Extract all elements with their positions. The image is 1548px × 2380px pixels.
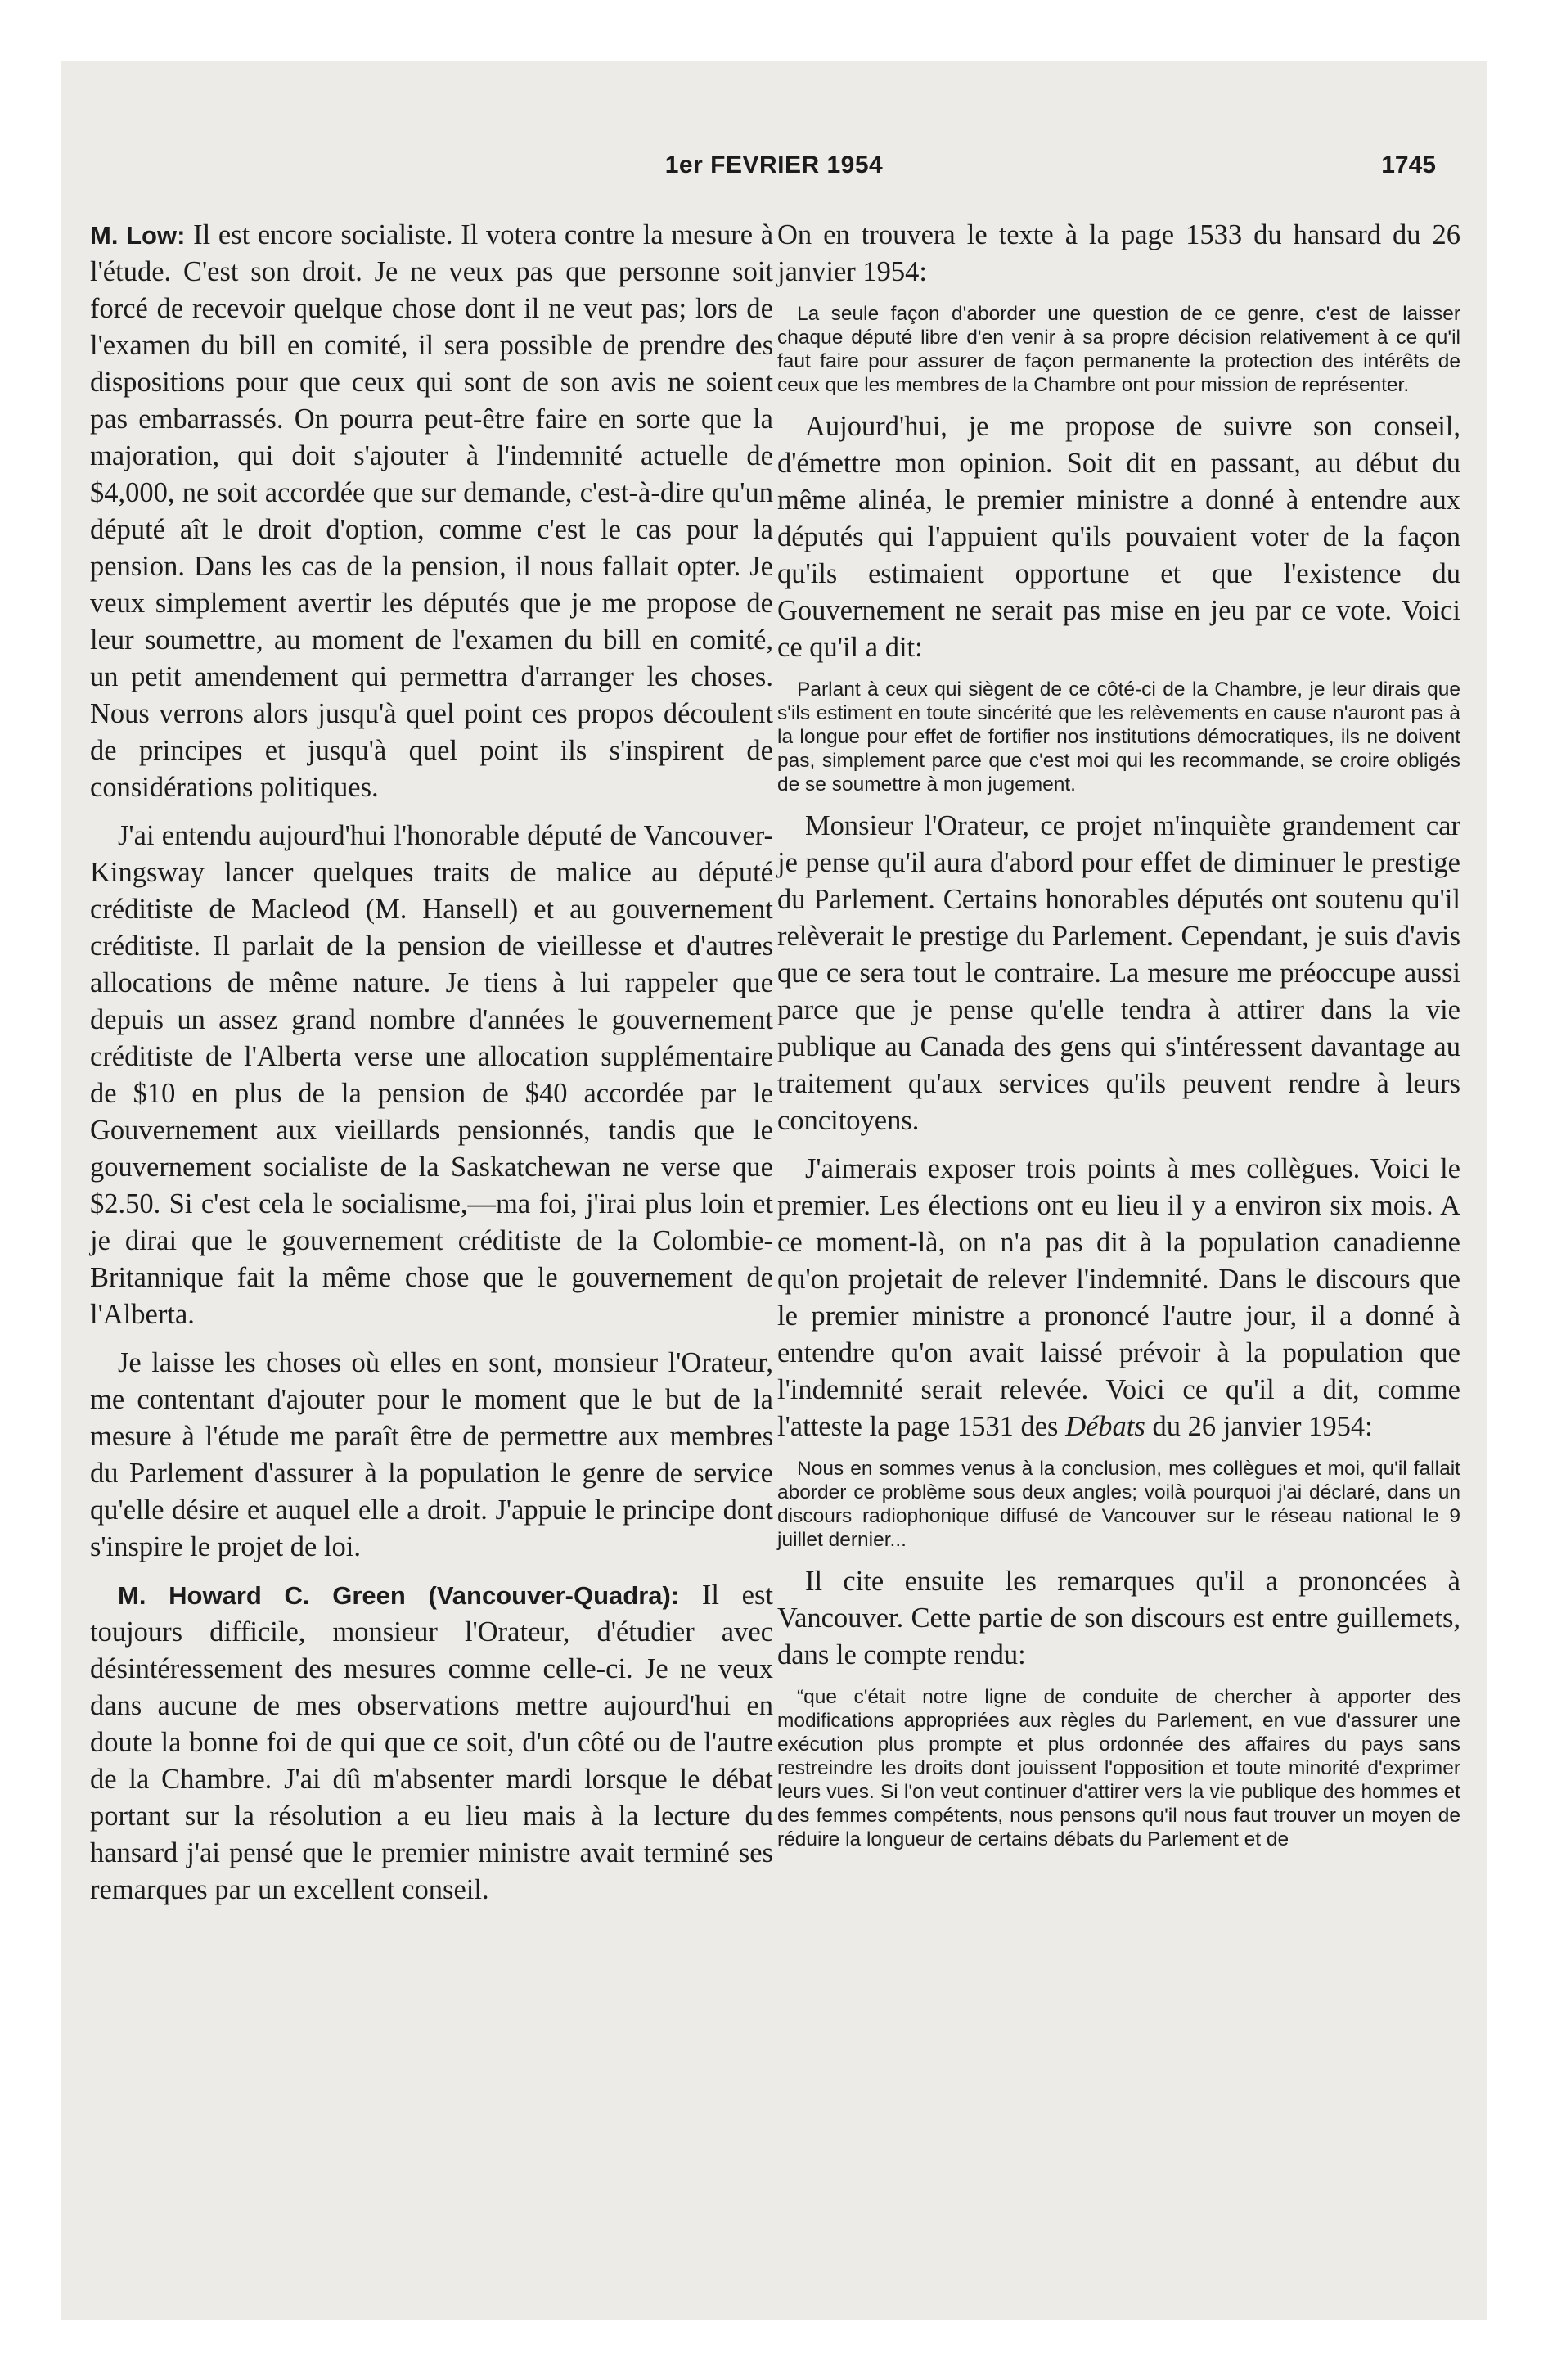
paragraph-green xyxy=(90,1577,773,1909)
paragraph: Je laisse les choses où elles en sont, monsieur l'Orateur, me contentant d'ajouter pour le moment que le but de la mesure à l'étude me paraît être de permettre aux membres du Parlement d'assurer à la population le genre de service qu'elle désire et auquel elle a droit. J'appuie le principe dont s'inspire le projet de loi. xyxy=(90,1347,773,1562)
paragraph-low xyxy=(90,217,773,806)
scanned-page xyxy=(61,61,1487,2320)
paragraph: Aujourd'hui, je me propose de suivre son conseil, d'émettre mon opinion. Soit dit en passant, au début du même alinéa, le premier ministre a donné à entendre aux députés qui l'appuient qu'ils pouvaient voter de la façon qu'ils estimaient opportune et que l'existence du Gouvernement ne serait pas mise en jeu par ce vote. Voici ce qu'il a dit: xyxy=(777,411,1460,663)
block-quote: “que c'était notre ligne de conduite de chercher à apporter des modifications appropriées aux règles du Parlement, en vue d'assurer une exécution plus prompte et plus ordonnée des affaires du pays sans restreindre les droits dont jouissent l'opposition et toute minorité d'exprimer leurs vues. Si l'on veut continuer d'attirer vers la vie publique des hommes et des femmes compétents, nous pensons qu'il nous faut trouver un moyen de réduire la longueur de certains débats du Parlement et de xyxy=(777,1686,1460,1850)
paragraph: J'ai entendu aujourd'hui l'honorable député de Vancouver-Kingsway lancer quelques traits de malice au député créditiste de Macleod (M. Hansell) et au gouvernement créditiste. Il parlait de la pension de vieillesse et d'autres allocations de même nature. Je tiens à lui rappeler que depuis un assez grand nombre d'années le gouvernement créditiste de l'Alberta verse une allocation supplémentaire de $10 en plus de la pension de $40 accordée par le Gouvernement aux vieillards pensionnés, tandis que le gouvernement socialiste de la Saskatchewan ne verse que $2.50. Si c'est cela le socialisme,—ma foi, j'irai plus loin et je dirai que le gouvernement créditiste de la Colombie-Britannique fait la même chose que le gouvernement de l'Alberta. xyxy=(90,820,773,1330)
paragraph xyxy=(777,1151,1460,1445)
block-quote: Parlant à ceux qui siègent de ce côté-ci de la Chambre, je leur dirais que s'ils estiment en toute sincérité que les relèvements en cause n'auront pas à la longue pour effet de fortifier nos institutions démocratiques, ils ne doivent pas, simplement parce que c'est moi qui les recommande, se croire obligés de se soumettre à mon jugement. xyxy=(777,678,1460,796)
page-header xyxy=(61,151,1487,201)
left-column xyxy=(90,217,773,1920)
speaker-green: M. Howard C. Green (Vancouver-Quadra): xyxy=(118,1581,680,1610)
page-number: 1745 xyxy=(1381,151,1436,178)
paragraph-text: du 26 janvier 1954: xyxy=(1152,1411,1373,1442)
paragraph-text: Il est encore socialiste. Il votera contre la mesure à l'étude. C'est son droit. Je ne veux pas que personne soit forcé de recevoir quelque chose dont il ne veut pas; lors de l'examen du bill en comité, il sera possible de prendre des dispositions pour que ceux qui sont de son avis ne soient pas embarrassés. On pourra peut-être faire en sorte que la majoration, qui doit s'ajouter à l'indemnité actuelle de $4,000, ne soit accordée que sur demande, c'est-à-dire qu'un député aît le droit d'option, comme c'est le cas pour la pension. Dans les cas de la pension, il nous fallait opter. Je veux simplement avertir les députés que je me propose de leur soumettre, au moment de l'examen du bill en comité, un petit amendement qui permettra d'arranger les choses. Nous verrons alors jusqu'à quel point ces propos découlent de principes et jusqu'à quel point ils s'inspirent de considérations politiques. xyxy=(90,219,774,803)
right-column xyxy=(777,217,1460,1863)
paragraph: On en trouvera le texte à la page 1533 du hansard du 26 janvier 1954: xyxy=(777,219,1460,287)
paragraph: Il cite ensuite les remarques qu'il a prononcées à Vancouver. Cette partie de son discours est entre guillemets, dans le compte rendu: xyxy=(777,1566,1460,1670)
block-quote: Nous en sommes venus à la conclusion, mes collègues et moi, qu'il fallait aborder ce problème sous deux angles; voilà pourquoi j'ai déclaré, dans un discours radiophonique diffusé de Vancouver sur le réseau national le 9 juillet dernier... xyxy=(777,1458,1460,1551)
speaker-low: M. Low: xyxy=(90,221,186,250)
header-date: 1er FEVRIER 1954 xyxy=(664,151,884,178)
block-quote: La seule façon d'aborder une question de ce genre, c'est de laisser chaque député libre d'en venir à sa propre décision relativement à ce qu'il faut faire pour assurer de façon permanente la protection des intérêts de ceux que les membres de la Chambre ont pour mission de représenter. xyxy=(777,303,1460,396)
debates-title: Débats xyxy=(1065,1411,1145,1442)
paragraph: Monsieur l'Orateur, ce projet m'inquiète grandement car je pense qu'il aura d'abord pour effet de diminuer le prestige du Parlement. Certains honorables députés ont soutenu qu'il relèverait le prestige du Parlement. Cependant, je suis d'avis que ce sera tout le contraire. La mesure me préoccupe aussi parce que je pense qu'elle tendra à attirer dans la vie publique au Canada des gens qui s'intéressent davantage au traitement qu'aux services qu'ils peuvent rendre à leurs concitoyens. xyxy=(777,810,1460,1136)
paragraph-text: Il est toujours difficile, monsieur l'Orateur, d'étudier avec désintéressement des mesures comme celle-ci. Je ne veux dans aucune de mes observations mettre aujourd'hui en doute la bonne foi de qui que ce soit, d'un côté ou de l'autre de la Chambre. J'ai dû m'absenter mardi lorsque le débat portant sur la résolution a eu lieu mais à la lecture du hansard j'ai pensé que le premier ministre avait terminé ses remarques par un excellent conseil. xyxy=(90,1580,773,1905)
paragraph-text: J'aimerais exposer trois points à mes collègues. Voici le premier. Les élections ont eu lieu il y a environ six mois. A ce moment-là, on n'a pas dit à la population canadienne qu'on projetait de relever l'indemnité. Dans le discours que le premier ministre a prononcé l'autre jour, il a donné à entendre qu'on avait laissé prévoir à la population que l'indemnité serait relevée. Voici ce qu'il a dit, comme l'atteste la page 1531 des xyxy=(777,1153,1460,1442)
